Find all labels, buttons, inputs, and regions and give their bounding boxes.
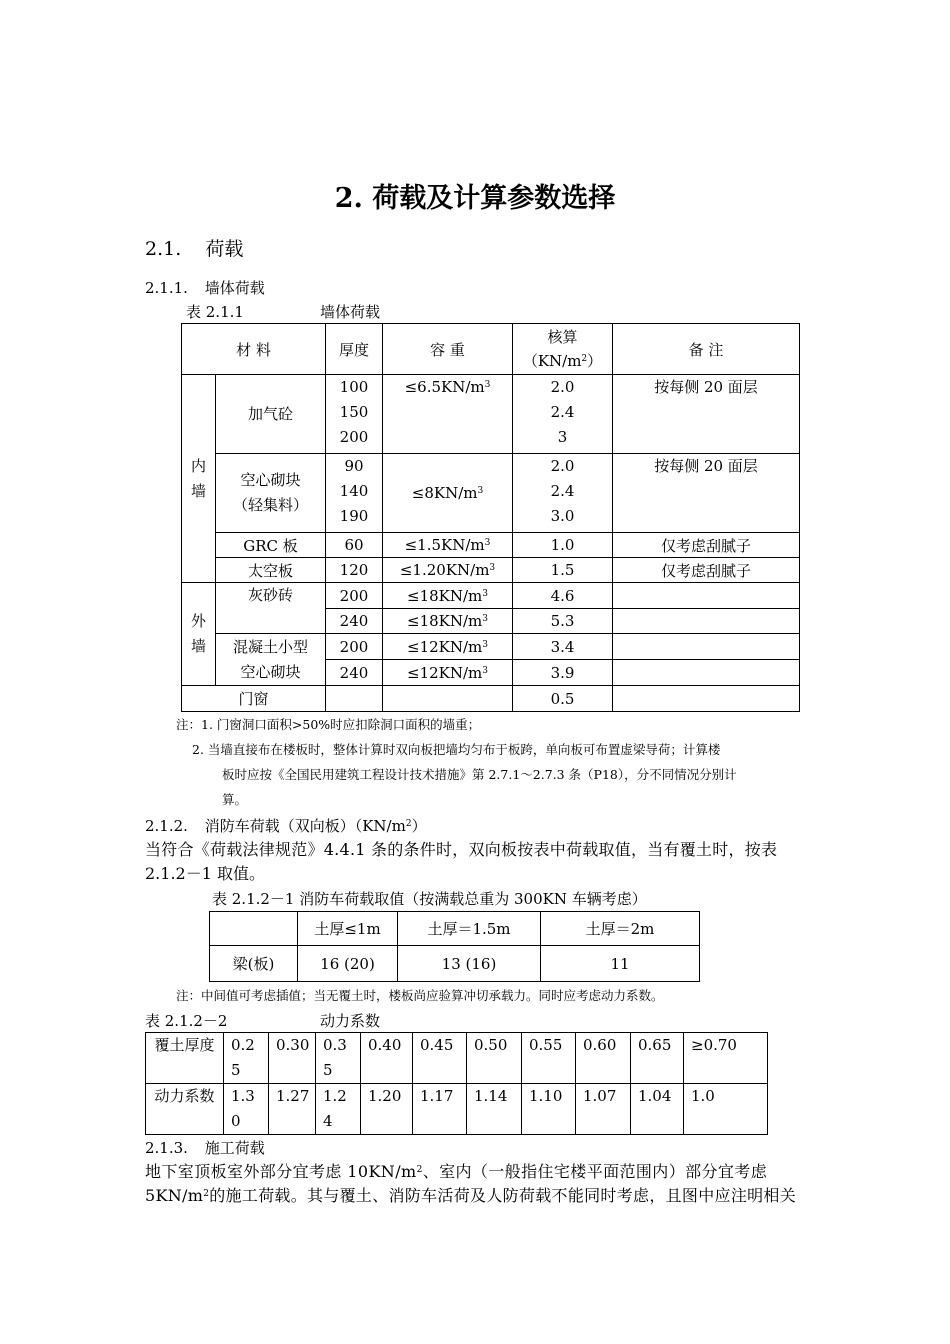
value-cell <box>513 454 613 533</box>
material-text: 空心砌块 <box>240 662 301 681</box>
value-cell: 4.6 <box>513 583 613 609</box>
soil-cell <box>684 1033 768 1084</box>
section-number: 2.1.2. <box>145 817 188 835</box>
coef-cell <box>522 1084 576 1135</box>
section-number: 2.1. <box>145 238 182 260</box>
section-title-tail: ） <box>411 817 427 835</box>
row-label-text: 动力系数 <box>154 1087 215 1105</box>
note-cell <box>613 583 800 609</box>
header-soil-1-5m: 土厚＝1.5m <box>398 912 541 946</box>
dynamic-coefficient-row <box>146 1084 768 1135</box>
cell-text: 5 <box>231 1061 241 1079</box>
cell-text: 0 <box>231 1112 241 1130</box>
cell-text: 0.40 <box>368 1036 402 1054</box>
density-sup: 3 <box>482 614 488 624</box>
thickness-value: 200 <box>339 428 369 446</box>
section-number: 2.1.3. <box>145 1139 188 1157</box>
cell-text: 0.3 <box>323 1036 347 1054</box>
text-sup: 2 <box>203 1189 210 1199</box>
label-char: 墙 <box>190 481 206 500</box>
density-cell <box>383 686 513 712</box>
load-value: 13 (16) <box>398 946 541 982</box>
note-text: 按每侧 20 面层 <box>654 457 758 475</box>
soil-cell <box>269 1033 316 1084</box>
header-check-unit <box>513 349 612 373</box>
density-sup: 3 <box>489 563 496 573</box>
thickness-cell: 240 <box>326 609 383 634</box>
density-cell <box>383 609 513 634</box>
coef-cell <box>361 1084 413 1135</box>
material-cell: 太空板 <box>216 558 326 583</box>
text-run: 、室内（一般指住宅楼平面范围内）部分宜考虑 <box>422 1162 768 1181</box>
caption-text: 动力系数 <box>320 1012 381 1030</box>
density-cell <box>383 533 513 558</box>
density-value: ≤1.5KN/m <box>404 536 485 554</box>
value-cell: 3.9 <box>513 660 613 686</box>
text-run: 地下室顶板室外部分宜考虑 10KN/m <box>145 1162 417 1181</box>
value-cell: 3.4 <box>513 634 613 660</box>
material-text: 加气砼 <box>247 404 293 423</box>
density-sup: 3 <box>482 588 488 599</box>
soil-cell <box>522 1033 576 1084</box>
thickness-cell: 120 <box>326 558 383 583</box>
cell-text: 1.14 <box>474 1087 508 1105</box>
header-thickness: 厚度 <box>326 324 383 375</box>
note-cell: 仅考虑刮腻子 <box>613 558 800 583</box>
wall-load-table <box>181 323 800 712</box>
header-density: 容 重 <box>383 324 513 375</box>
thickness-value: 90 <box>344 457 364 475</box>
density-sup: 3 <box>482 665 488 676</box>
density-value: ≤12KN/m <box>407 637 483 656</box>
outer-wall-label <box>182 583 216 686</box>
density-value: ≤6.5KN/m <box>404 378 485 396</box>
section-2-1-1-heading <box>145 278 265 298</box>
material-cell <box>216 454 326 533</box>
table-note-1: 注：1. 门窗洞口面积>50%时应扣除洞口面积的墙重； <box>176 717 481 732</box>
density-value: ≤12KN/m <box>407 663 483 682</box>
material-cell <box>216 375 326 454</box>
row-label <box>146 1033 224 1084</box>
cell-text: 1.27 <box>276 1087 310 1105</box>
load-value: 2.4 <box>550 482 575 500</box>
header-note: 备 注 <box>613 324 800 375</box>
table-2-1-2-1-note: 注：中间值可考虑插值；当无覆土时，楼板尚应验算冲切承载力。同时应考虑动力系数。 <box>176 988 664 1003</box>
material-text: （轻集料） <box>232 496 308 514</box>
cell-text: 0.2 <box>231 1036 255 1054</box>
material-cell <box>216 583 326 634</box>
material-text: 混凝土小型 <box>232 637 308 656</box>
note-cell <box>613 686 800 712</box>
paragraph-2-1-2-line2: 2.1.2－1 取值。 <box>145 864 265 883</box>
density-value: ≤18KN/m <box>407 612 483 630</box>
load-value: 16 (20) <box>298 946 398 982</box>
value-cell: 5.3 <box>513 609 613 634</box>
coef-cell <box>316 1084 361 1135</box>
density-cell <box>383 634 513 660</box>
coef-cell <box>269 1084 316 1135</box>
soil-cell <box>361 1033 413 1084</box>
unit-sup: 2 <box>581 354 588 364</box>
cell-text: 1.3 <box>231 1087 255 1105</box>
load-value: 2.0 <box>550 378 575 396</box>
soil-cell <box>224 1033 269 1084</box>
value-cell: 1.5 <box>513 558 613 583</box>
label-char: 内 <box>190 456 206 475</box>
note-cell <box>613 609 800 634</box>
note-cell <box>613 454 800 533</box>
cell-text: 0.55 <box>529 1036 563 1054</box>
cell-text: 0.60 <box>583 1036 617 1054</box>
material-cell: 门窗 <box>182 686 326 712</box>
cell-text: 1.17 <box>420 1087 454 1105</box>
load-value: 11 <box>541 946 700 982</box>
table-note-2-end: 算。 <box>222 792 248 807</box>
section-2-1-heading <box>145 236 243 262</box>
density-value: ≤8KN/m <box>411 484 478 502</box>
table-2-1-2-1-caption: 表 2.1.2－1 消防车荷载取值（按满载总重为 300KN 车辆考虑） <box>212 890 647 908</box>
unit-text: （KN/m <box>522 352 582 370</box>
density-cell <box>383 375 513 454</box>
section-title-sup: 2 <box>405 819 412 829</box>
cell-text: 1.2 <box>323 1087 347 1105</box>
density-sup: 3 <box>482 639 488 650</box>
soil-cell <box>316 1033 361 1084</box>
paragraph-2-1-3-line2 <box>145 1185 796 1207</box>
soil-cell <box>467 1033 522 1084</box>
load-value: 2.4 <box>550 403 575 421</box>
coef-cell <box>413 1084 467 1135</box>
thickness-value: 150 <box>339 403 369 421</box>
cell-text: 1.07 <box>583 1087 617 1105</box>
label-char: 外 <box>190 612 206 630</box>
section-title: 施工荷载 <box>204 1139 265 1157</box>
header-soil-1m: 土厚≤1m <box>298 912 398 946</box>
section-2-1-3-heading <box>145 1138 265 1158</box>
material-cell: GRC 板 <box>216 533 326 558</box>
cell-text: 0.45 <box>420 1036 454 1054</box>
text-run: 5KN/m <box>145 1186 204 1205</box>
cell-text: 0.65 <box>638 1036 672 1054</box>
thickness-value: 140 <box>339 482 369 500</box>
thickness-value: 100 <box>339 378 369 396</box>
header-check-line1: 核算 <box>547 328 578 346</box>
header-check <box>513 324 613 375</box>
density-cell <box>383 558 513 583</box>
thickness-cell <box>326 686 383 712</box>
density-sup: 3 <box>477 486 484 496</box>
page-title: 2. 荷载及计算参数选择 <box>334 183 616 214</box>
thickness-cell <box>326 375 383 454</box>
note-text: 按每侧 20 面层 <box>654 378 758 396</box>
load-value: 2.0 <box>550 457 575 475</box>
text-sup: 2 <box>416 1165 423 1175</box>
table-2-1-1-caption <box>186 302 381 322</box>
fire-truck-load-table <box>209 911 700 982</box>
unit-close: ） <box>587 352 603 370</box>
coef-cell <box>576 1084 631 1135</box>
cell-text: 0.50 <box>474 1036 508 1054</box>
thickness-cell: 60 <box>326 533 383 558</box>
soil-thickness-row <box>146 1033 768 1084</box>
density-cell <box>383 454 513 533</box>
cell-text: 1.0 <box>691 1087 715 1105</box>
section-title: 荷载 <box>205 238 244 260</box>
caption-number: 表 2.1.1 <box>186 303 244 321</box>
thickness-value: 190 <box>339 507 369 525</box>
caption-text: 墙体荷载 <box>320 303 381 321</box>
density-sup: 3 <box>484 538 491 548</box>
row-label <box>146 1084 224 1135</box>
table-note-2: 2. 当墙直接布在楼板时，整体计算时双向板把墙均匀布于板跨，单向板可布置虚梁导荷；计算楼 <box>192 742 721 757</box>
cell-text: 5 <box>323 1061 333 1079</box>
label-char: 墙 <box>190 637 206 655</box>
table-note-2-cont: 板时应按《全国民用建筑工程设计技术措施》第 2.7.1～2.7.3 条（P18），分不同情况分别计 <box>222 767 737 782</box>
thickness-cell <box>326 454 383 533</box>
coef-cell <box>684 1084 768 1135</box>
coef-cell <box>224 1084 269 1135</box>
cell-text: 1.20 <box>368 1087 402 1105</box>
dynamic-coefficient-table <box>145 1032 768 1135</box>
inner-wall-label <box>182 375 216 583</box>
note-cell: 仅考虑刮腻子 <box>613 533 800 558</box>
row-label: 梁(板) <box>210 946 298 982</box>
value-cell: 0.5 <box>513 686 613 712</box>
coef-cell <box>467 1084 522 1135</box>
density-value: ≤18KN/m <box>407 586 483 605</box>
thickness-cell: 240 <box>326 660 383 686</box>
soil-cell <box>413 1033 467 1084</box>
text-run: 的施工荷载。其与覆土、消防车活荷及人防荷载不能同时考虑，且图中应注明相关 <box>209 1186 797 1205</box>
table-2-1-2-2-caption <box>145 1011 381 1031</box>
cell-text: 0.30 <box>276 1036 310 1054</box>
soil-cell <box>576 1033 631 1084</box>
paragraph-2-1-3-line1 <box>145 1161 767 1183</box>
thickness-cell: 200 <box>326 583 383 609</box>
caption-number: 表 2.1.2－2 <box>145 1012 228 1030</box>
load-value: 3 <box>557 428 568 446</box>
coef-cell <box>631 1084 684 1135</box>
cell-text: 1.04 <box>638 1087 672 1105</box>
section-title-text: 消防车荷载（双向板）（KN/m <box>204 817 406 835</box>
density-cell <box>383 660 513 686</box>
soil-cell <box>631 1033 684 1084</box>
section-2-1-2-heading <box>145 816 427 836</box>
header-material: 材 料 <box>182 324 326 375</box>
note-cell <box>613 375 800 454</box>
header-empty <box>210 912 298 946</box>
cell-text: 1.10 <box>529 1087 563 1105</box>
density-cell <box>383 583 513 609</box>
cell-text: ≥0.70 <box>691 1036 737 1054</box>
load-value: 3.0 <box>550 507 575 525</box>
material-text: 空心砌块 <box>240 471 301 489</box>
density-value: ≤1.20KN/m <box>399 561 490 579</box>
value-cell <box>513 375 613 454</box>
note-cell <box>613 634 800 660</box>
material-cell <box>216 634 326 686</box>
section-title <box>205 817 427 835</box>
cell-text: 4 <box>323 1112 333 1130</box>
section-title: 墙体荷载 <box>204 279 265 297</box>
material-text: 灰砂砖 <box>247 586 293 604</box>
value-cell: 1.0 <box>513 533 613 558</box>
paragraph-2-1-2-line1: 当符合《荷载法律规范》4.4.1 条的条件时，双向板按表中荷载取值，当有覆土时，按表 <box>145 840 778 859</box>
header-soil-2m: 土厚＝2m <box>541 912 700 946</box>
section-number: 2.1.1. <box>145 279 188 297</box>
density-sup: 3 <box>484 380 491 390</box>
thickness-cell: 200 <box>326 634 383 660</box>
note-cell <box>613 660 800 686</box>
row-label-text: 覆土厚度 <box>154 1036 215 1054</box>
